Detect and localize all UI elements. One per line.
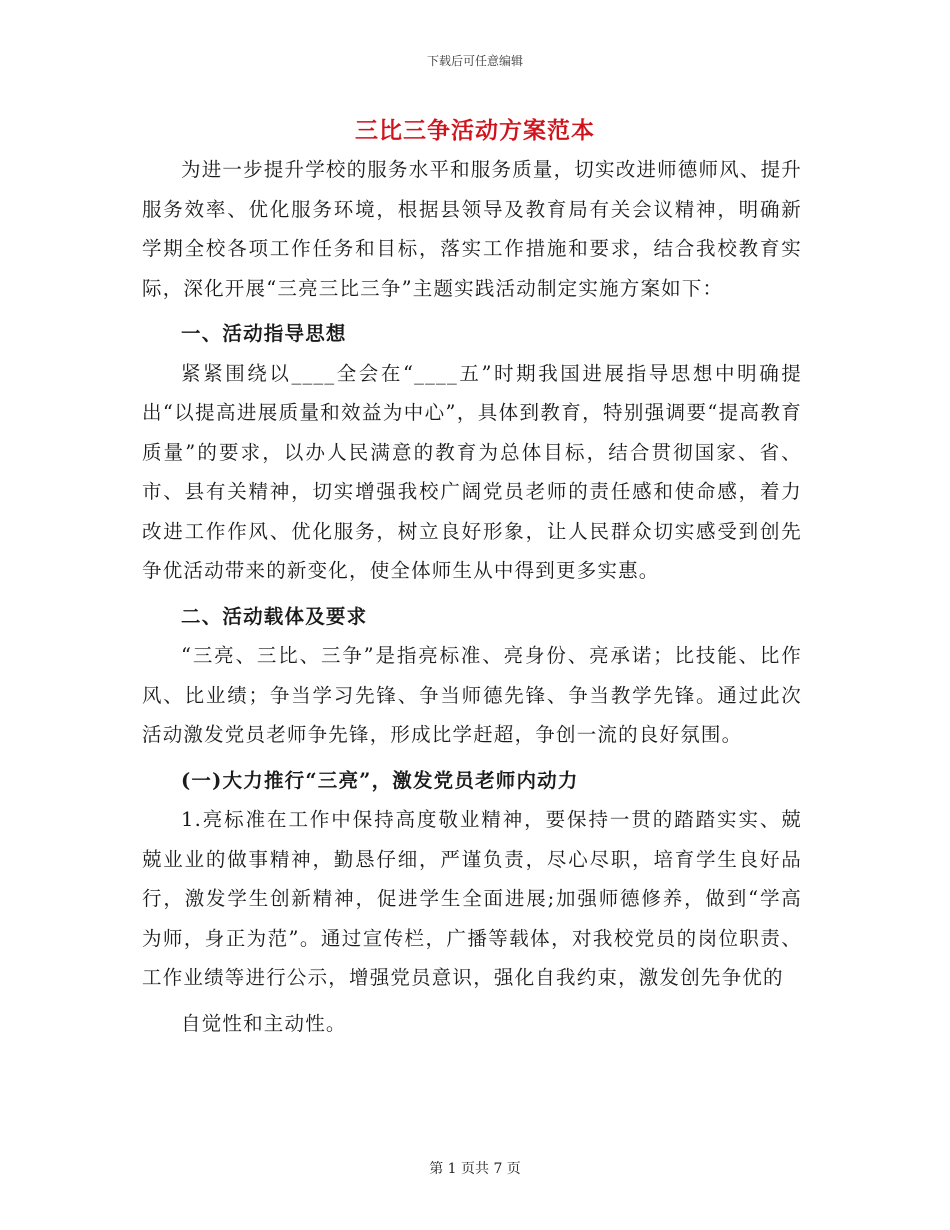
- document-body: [142, 150, 802, 1043]
- intro-paragraph: 为进一步提升学校的服务水平和服务质量，切实改进师德师风、提升服务效率、优化服务环境，根据县领导及教育局有关会议精神，明确新学期全校各项工作任务和目标，落实工作措施和要求，结合我校教育实际，深化开展“三亮三比三争”主题实践活动制定实施方案如下：: [142, 158, 803, 300]
- section-paragraph-1: 紧紧围绕以____全会在“____五”时期我国进展指导思想中明确提出“以提高进展质量和效益为中心”，具体到教育，特别强调要“提高教育质量”的要求，以办人民满意的教育为总体目标，结合贯彻国家、省、市、县有关精神，切实增强我校广阔党员老师的责任感和使命感，着力改进工作作风、优化服务，树立良好形象，让人民群众切实感受到创先争优活动带来的新变化，使全体师生从中得到更多实惠。: [142, 361, 802, 582]
- page-number: 第 1 页共 7 页: [429, 1161, 521, 1177]
- page-header-note: 下载后可任意编辑: [426, 54, 523, 68]
- section-paragraph-2: “三亮、三比、三争”是指亮标准、亮身份、亮承诺；比技能、比作风、比业绩；争当学习先锋、争当师德先锋、争当教学先锋。通过此次活动激发党员老师争先锋，形成比学赶超，争创一流的良好氛围。: [142, 644, 802, 746]
- subsection-heading-1: (一)大力推行“三亮”，激发党员老师内动力: [181, 768, 579, 792]
- item-paragraph-1: 1.亮标准在工作中保持高度敬业精神，要保持一贯的踏踏实实、兢兢业业的做事精神，勤恳仔细，严谨负责，尽心尽职，培育学生良好品行，激发学生创新精神，促进学生全面进展;加强师德修养，做到“学高为师，身正为范”。通过宣传栏，广播等载体，对我校党员的岗位职责、工作业绩等进行公示，增强党员意识，强化自我约束，激发创先争优的: [142, 808, 802, 989]
- document-title: 三比三争活动方案范本: [355, 117, 595, 144]
- section-heading-1: 一、活动指导思想: [181, 322, 347, 345]
- section-heading-2: 二、活动载体及要求: [181, 604, 368, 628]
- item-paragraph-1-tail: 自觉性和主动性。: [181, 1011, 347, 1035]
